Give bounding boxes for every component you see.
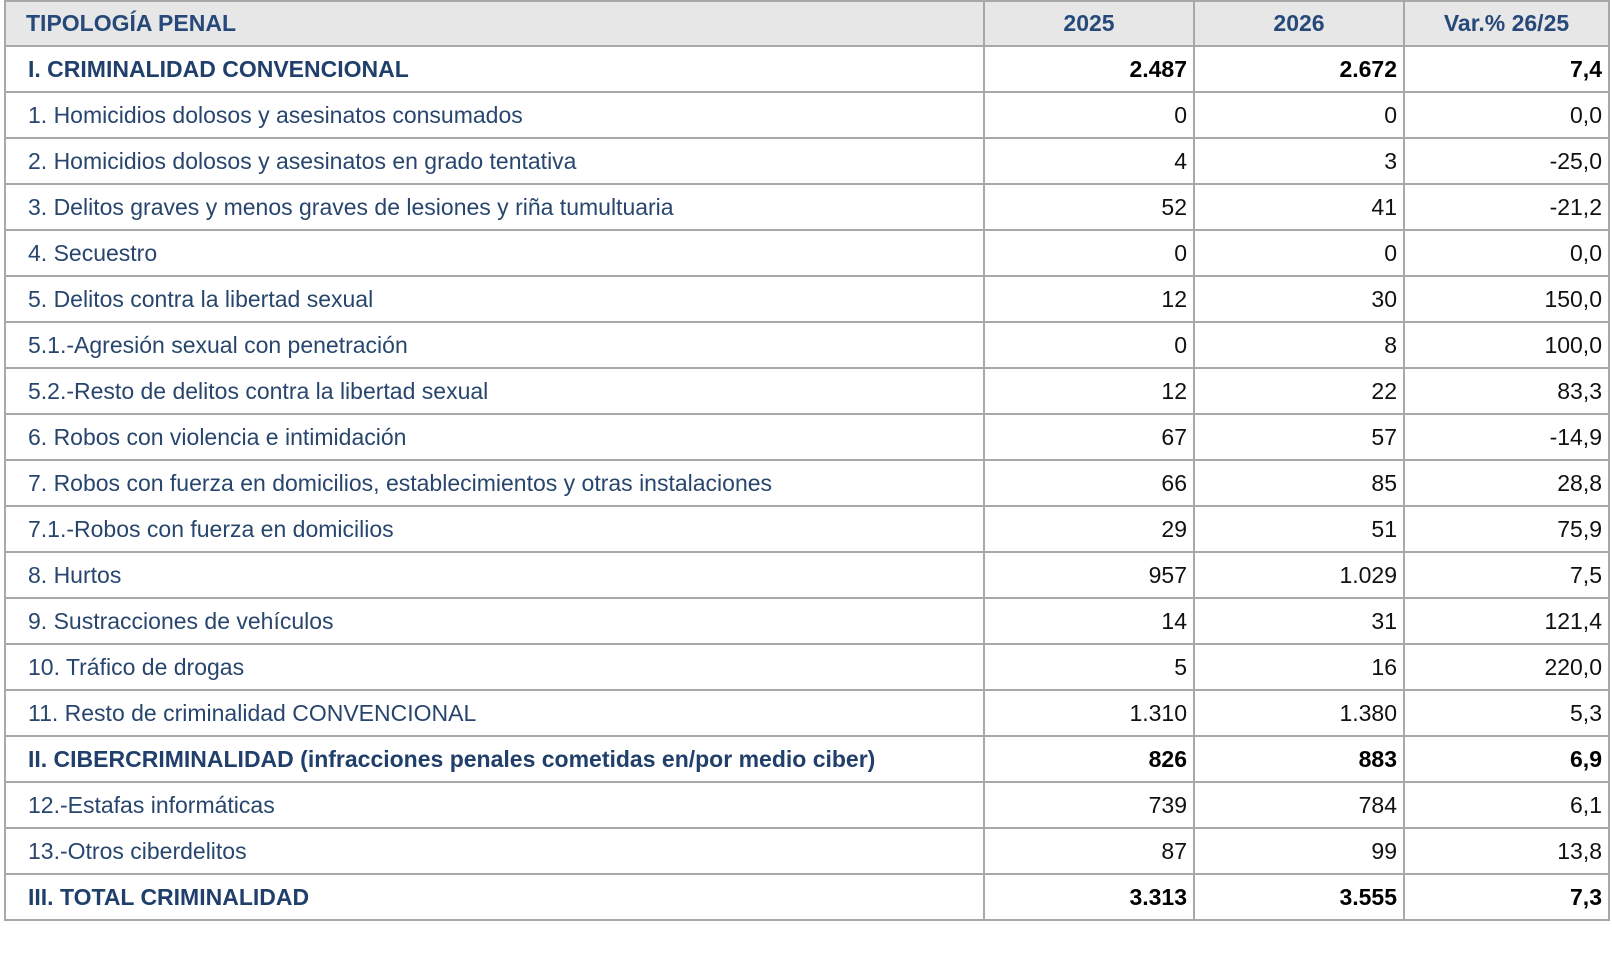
table-row [5,598,1609,644]
table-row [5,506,1609,552]
table-row [5,92,1609,138]
value-2026: 8 [1194,322,1404,368]
column-header-variation: Var.% 26/25 [1404,1,1609,46]
value-2026: 0 [1194,92,1404,138]
value-variation: -25,0 [1404,138,1609,184]
value-2025: 5 [984,644,1194,690]
value-variation: -14,9 [1404,414,1609,460]
table-body [5,46,1609,920]
table-row [5,322,1609,368]
table-row [5,414,1609,460]
value-2025: 87 [984,828,1194,874]
table-row [5,276,1609,322]
row-label: 5.1.-Agresión sexual con penetración [5,322,984,368]
table-row [5,644,1609,690]
value-variation: 75,9 [1404,506,1609,552]
value-2026: 883 [1194,736,1404,782]
row-label: I. CRIMINALIDAD CONVENCIONAL [5,46,984,92]
value-2025: 67 [984,414,1194,460]
column-header-type: TIPOLOGÍA PENAL [5,1,984,46]
table-row [5,782,1609,828]
table-header-row [5,1,1609,46]
value-2026: 784 [1194,782,1404,828]
value-2026: 22 [1194,368,1404,414]
value-2025: 4 [984,138,1194,184]
value-variation: 13,8 [1404,828,1609,874]
value-2025: 29 [984,506,1194,552]
value-2025: 2.487 [984,46,1194,92]
value-2025: 1.310 [984,690,1194,736]
value-variation: 150,0 [1404,276,1609,322]
row-label: II. CIBERCRIMINALIDAD (infracciones penales cometidas en/por medio ciber) [5,736,984,782]
value-2026: 0 [1194,230,1404,276]
table-row [5,552,1609,598]
value-variation: 28,8 [1404,460,1609,506]
value-2025: 957 [984,552,1194,598]
table-row [5,138,1609,184]
column-header-2026: 2026 [1194,1,1404,46]
row-label: 8. Hurtos [5,552,984,598]
row-label: 9. Sustracciones de vehículos [5,598,984,644]
value-2025: 66 [984,460,1194,506]
value-2026: 3.555 [1194,874,1404,920]
row-label: 2. Homicidios dolosos y asesinatos en grado tentativa [5,138,984,184]
row-label: 6. Robos con violencia e intimidación [5,414,984,460]
value-variation: 7,3 [1404,874,1609,920]
column-header-2025: 2025 [984,1,1194,46]
value-2026: 3 [1194,138,1404,184]
row-label: III. TOTAL CRIMINALIDAD [5,874,984,920]
row-label: 10. Tráfico de drogas [5,644,984,690]
value-2026: 85 [1194,460,1404,506]
row-label: 4. Secuestro [5,230,984,276]
value-variation: 121,4 [1404,598,1609,644]
value-2025: 0 [984,92,1194,138]
value-2026: 1.029 [1194,552,1404,598]
value-variation: 7,5 [1404,552,1609,598]
value-variation: 7,4 [1404,46,1609,92]
table-row [5,230,1609,276]
value-2025: 739 [984,782,1194,828]
value-2025: 3.313 [984,874,1194,920]
value-2025: 12 [984,276,1194,322]
value-variation: 100,0 [1404,322,1609,368]
row-label: 5.2.-Resto de delitos contra la libertad sexual [5,368,984,414]
table-row [5,828,1609,874]
value-2025: 0 [984,322,1194,368]
table-row [5,368,1609,414]
value-2026: 51 [1194,506,1404,552]
row-label: 12.-Estafas informáticas [5,782,984,828]
row-label: 13.-Otros ciberdelitos [5,828,984,874]
value-variation: 6,1 [1404,782,1609,828]
value-variation: 0,0 [1404,230,1609,276]
value-2025: 0 [984,230,1194,276]
row-label: 11. Resto de criminalidad CONVENCIONAL [5,690,984,736]
table-row [5,460,1609,506]
value-2026: 41 [1194,184,1404,230]
table-row [5,184,1609,230]
value-2025: 52 [984,184,1194,230]
value-2025: 14 [984,598,1194,644]
value-variation: -21,2 [1404,184,1609,230]
table-section-row [5,46,1609,92]
value-variation: 6,9 [1404,736,1609,782]
table-section-row [5,874,1609,920]
row-label: 3. Delitos graves y menos graves de lesiones y riña tumultuaria [5,184,984,230]
value-2026: 99 [1194,828,1404,874]
value-variation: 0,0 [1404,92,1609,138]
value-2025: 12 [984,368,1194,414]
value-2026: 57 [1194,414,1404,460]
table-row [5,690,1609,736]
row-label: 1. Homicidios dolosos y asesinatos consumados [5,92,984,138]
value-variation: 5,3 [1404,690,1609,736]
crime-statistics-table [4,0,1610,921]
value-variation: 83,3 [1404,368,1609,414]
value-2026: 16 [1194,644,1404,690]
value-2026: 31 [1194,598,1404,644]
value-2026: 2.672 [1194,46,1404,92]
value-2026: 30 [1194,276,1404,322]
value-variation: 220,0 [1404,644,1609,690]
value-2026: 1.380 [1194,690,1404,736]
value-2025: 826 [984,736,1194,782]
row-label: 5. Delitos contra la libertad sexual [5,276,984,322]
row-label: 7. Robos con fuerza en domicilios, establecimientos y otras instalaciones [5,460,984,506]
table-section-row [5,736,1609,782]
row-label: 7.1.-Robos con fuerza en domicilios [5,506,984,552]
